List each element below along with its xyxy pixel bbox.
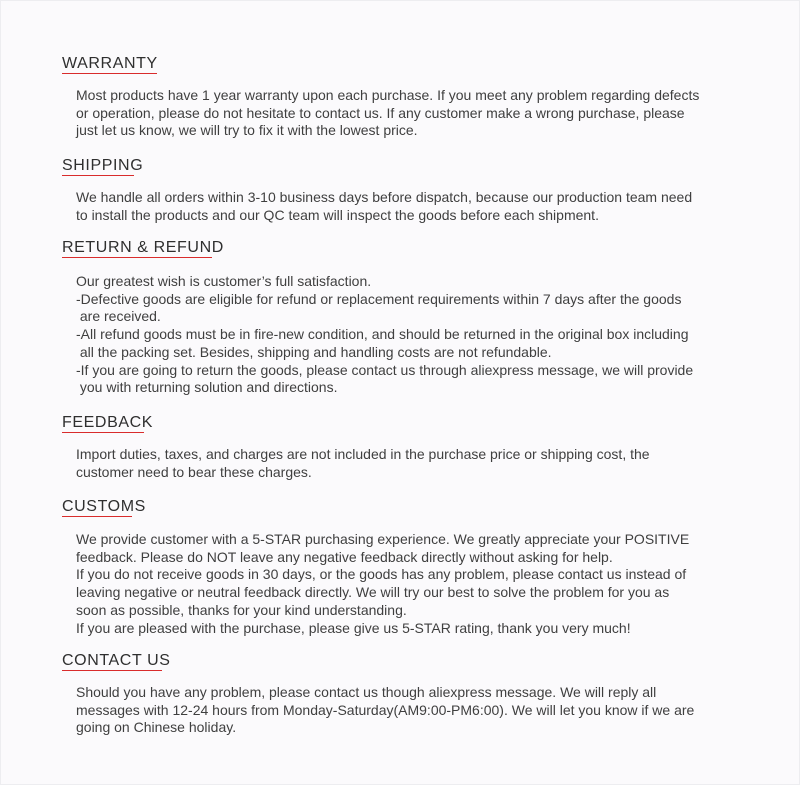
contact-us-heading-underline bbox=[62, 670, 162, 671]
feedback-body bbox=[76, 446, 746, 481]
feedback-line: Import duties, taxes, and charges are not included in the purchase price or shipping cost, the bbox=[76, 446, 650, 462]
warranty-heading: WARRANTY bbox=[62, 55, 158, 72]
feedback-heading-underline bbox=[62, 432, 144, 433]
return-refund-line: you with returning solution and directions. bbox=[76, 379, 338, 396]
warranty-line: Most products have 1 year warranty upon each purchase. If you meet any problem regarding defects bbox=[76, 87, 700, 103]
customs-line: leaving negative or neutral feedback directly. We will try our best to solve the problem for you as bbox=[76, 584, 670, 601]
return-refund-line: are received. bbox=[76, 308, 161, 325]
feedback-line: customer need to bear these charges. bbox=[76, 463, 312, 480]
warranty-line: or operation, please do not hesitate to contact us. If any customer make a wrong purchase, please bbox=[76, 104, 685, 121]
warranty-body bbox=[76, 87, 746, 140]
warranty-heading-underline bbox=[62, 73, 157, 74]
customs-line: feedback. Please do NOT leave any negative feedback directly without asking for help. bbox=[76, 548, 613, 565]
shipping-line: to install the products and our QC team will inspect the goods before each shipment. bbox=[76, 206, 599, 223]
return-refund-line: -If you are going to return the goods, please contact us through aliexpress message, we will provide bbox=[76, 361, 694, 378]
return-refund-line: -All refund goods must be in fire-new condition, and should be returned in the original box including bbox=[76, 326, 689, 343]
warranty-line: just let us know, we will try to fix it with the lowest price. bbox=[76, 122, 418, 139]
contact-us-line: going on Chinese holiday. bbox=[76, 719, 237, 736]
return-refund-body bbox=[76, 273, 746, 397]
feedback-heading: FEEDBACK bbox=[62, 414, 154, 431]
contact-us-line: Should you have any problem, please contact us though aliexpress message. We will reply all bbox=[76, 684, 657, 700]
return-refund-line: Our greatest wish is customer’s full satisfaction. bbox=[76, 273, 372, 289]
return-refund-heading-underline bbox=[62, 257, 212, 258]
contact-us-heading: CONTACT US bbox=[62, 652, 171, 669]
customs-heading: CUSTOMS bbox=[62, 498, 146, 515]
customs-line: If you are pleased with the purchase, please give us 5-STAR rating, thank you very much! bbox=[76, 619, 631, 636]
customs-body bbox=[76, 531, 746, 637]
shipping-line: We handle all orders within 3-10 business days before dispatch, because our production team need bbox=[76, 189, 693, 205]
return-refund-heading: RETURN & REFUND bbox=[62, 239, 224, 256]
customs-line: soon as possible, thanks for your kind understanding. bbox=[76, 601, 407, 618]
return-refund-line: all the packing set. Besides, shipping and handling costs are not refundable. bbox=[76, 343, 552, 360]
customs-line: If you do not receive goods in 30 days, or the goods has any problem, please contact us instead of bbox=[76, 566, 687, 583]
return-refund-line: -Defective goods are eligible for refund or replacement requirements within 7 days after the goods bbox=[76, 290, 682, 307]
customs-heading-underline bbox=[62, 516, 132, 517]
customs-line: We provide customer with a 5-STAR purchasing experience. We greatly appreciate your POSITIVE bbox=[76, 531, 690, 547]
contact-us-body bbox=[76, 684, 746, 737]
shipping-body bbox=[76, 189, 746, 224]
shipping-heading-underline bbox=[62, 175, 134, 176]
shipping-heading: SHIPPING bbox=[62, 157, 144, 174]
contact-us-line: messages with 12-24 hours from Monday-Saturday(AM9:00-PM6:00). We will let you know if we are bbox=[76, 701, 695, 718]
